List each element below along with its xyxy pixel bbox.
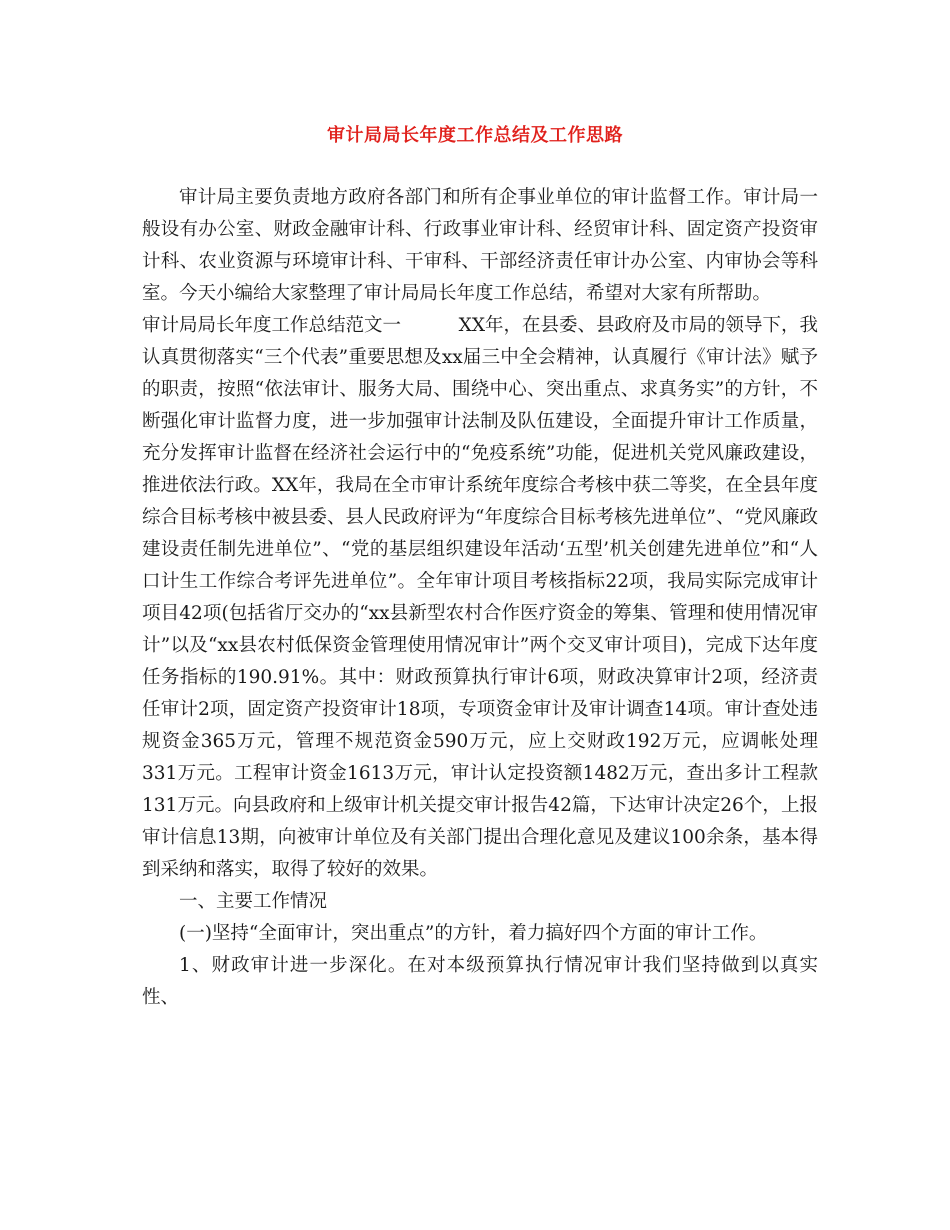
sample-heading: 审计局局长年度工作总结范文一 — [142, 315, 402, 336]
intro-paragraph: 审计局主要负责地方政府各部门和所有企事业单位的审计监督工作。审计局一般设有办公室、财政金融审计科、行政事业审计科、经贸审计科、固定资产投资审计科、农业资源与环境审计科、干审科、干部经济责任审计办公室、内审协会等科室。今天小编给大家整理了审计局局长年度工作总结，希望对大家有所帮助。 — [142, 187, 818, 304]
sample-body-paragraph: 认真贯彻落实“三个代表”重要思想及xx届三中全会精神，认真履行《审计法》赋予的职责，按照“依法审计、服务大局、围绕中心、突出重点、求真务实”的方针，不断强化审计监督力度，进一步加强审计法制及队伍建设，全面提升审计工作质量，充分发挥审计监督在经济社会运行中的“免疫系统”功能，促进机关党风廉政建设，推进依法行政。XX年，我局在全市审计系统年度综合考核中获二等奖，在全县年度综合目标考核中被县委、县人民政府评为“年度综合目标考核先进单位”、“党风廉政建设责任制先进单位”、“党的基层组织建设年活动‘五型’机关创建先进单位”和“人口计生工作综合考评先进单位”。全年审计项目考核指标22项，我局实际完成审计项目42项(包括省厅交办的“xx县新型农村合作医疗资金的筹集、管理和使用情况审计”以及“xx县农村低保资金管理使用情况审计”两个交叉审计项目)，完成下达年度任务指标的190.91%。其中：财政预算执行审计6项，财政决算审计2项，经济责任审计2项，固定资产投资审计18项，专项资金审计及审计调查14项。审计查处违规资金365万元，管理不规范资金590万元，应上交财政192万元，应调帐处理331万元。工程审计资金1613万元，审计认定投资额1482万元，查出多计工程款131万元。向县政府和上级审计机关提交审计报告42篇，下达审计决定26个，上报审计信息13期，向被审计单位及有关部门提出合理化意见及建议100余条，基本得到采纳和落实，取得了较好的效果。 — [142, 347, 818, 880]
sample-first-line — [142, 310, 818, 342]
document-body — [142, 182, 818, 1014]
section-heading: 一、主要工作情况 — [179, 891, 328, 912]
subsection-heading: (一)坚持“全面审计，突出重点”的方针，着力搞好四个方面的审计工作。 — [179, 923, 768, 944]
document-title: 审计局局长年度工作总结及工作思路 — [327, 125, 623, 146]
sample-first-text: XX年，在县委、县政府及市局的领导下，我 — [458, 315, 818, 336]
item-one-paragraph: 1、财政审计进一步深化。在对本级预算执行情况审计我们坚持做到以真实性、 — [142, 955, 818, 1008]
